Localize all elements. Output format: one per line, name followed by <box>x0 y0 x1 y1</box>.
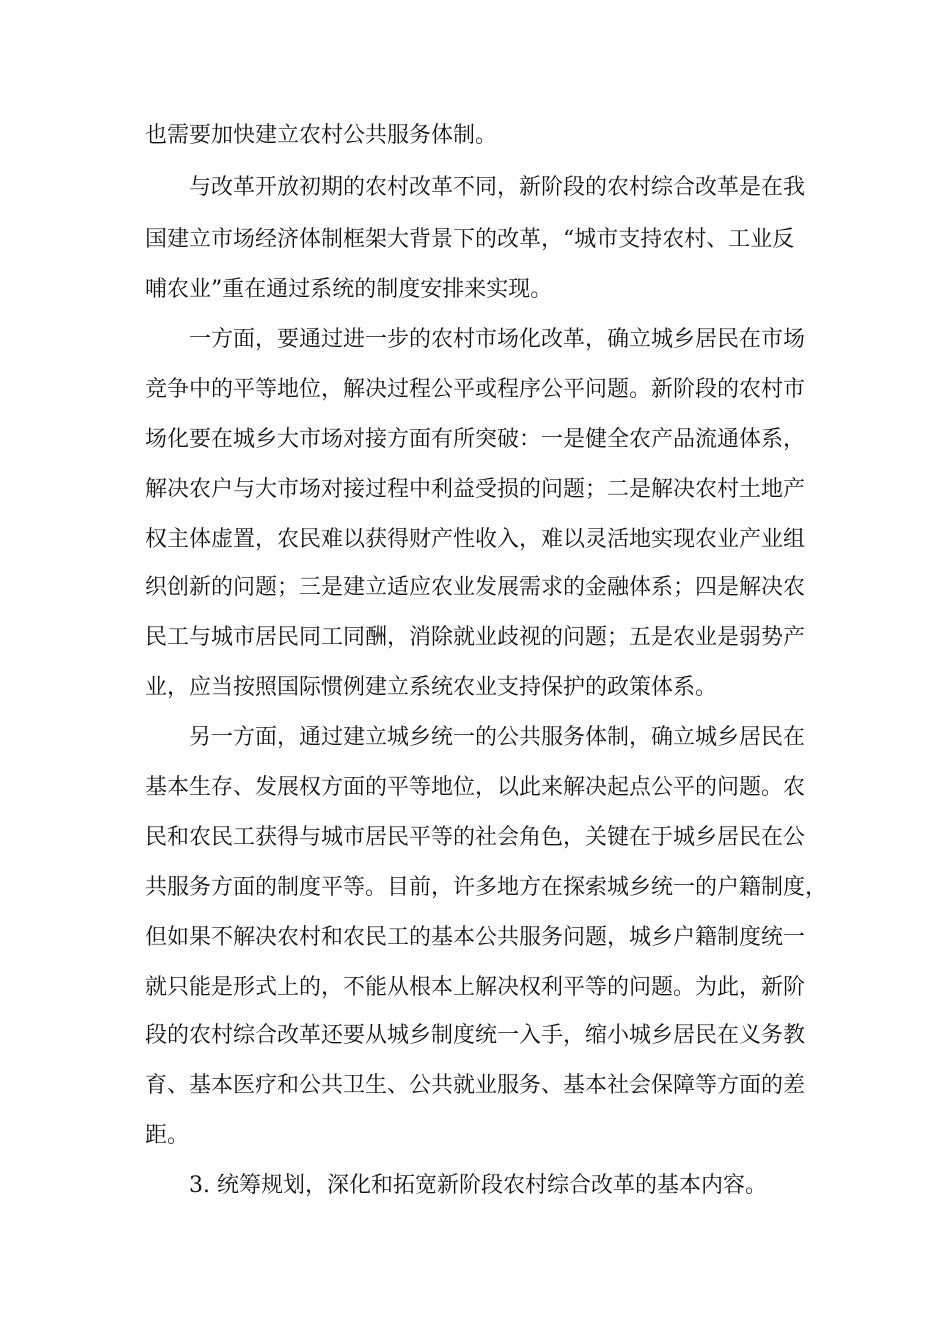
text-line: 育、基本医疗和公共卫生、公共就业服务、基本社会保障等方面的差 <box>145 1073 806 1098</box>
text-line: 民工与城市居民同工同酬，消除就业歧视的问题；五是农业是弱势产 <box>145 625 806 650</box>
text-line: 解决农户与大市场对接过程中利益受损的问题；二是解决农村土地产 <box>145 477 806 502</box>
text-line: 3. 统筹规划，深化和拓宽新阶段农村综合改革的基本内容。 <box>189 1173 767 1198</box>
text-line: 民和农民工获得与城市居民平等的社会角色，关键在于城乡居民在公 <box>145 825 806 850</box>
text-line: 段的农村综合改革还要从城乡制度统一入手，缩小城乡居民在义务教 <box>145 1023 806 1048</box>
text-line: 共服务方面的制度平等。目前，许多地方在探索城乡统一的户籍制度， <box>145 875 828 900</box>
text-line: 织创新的问题；三是建立适应农业发展需求的金融体系；四是解决农 <box>145 575 806 600</box>
text-line: 竞争中的平等地位，解决过程公平或程序公平问题。新阶段的农村市 <box>145 377 806 402</box>
text-line: 距。 <box>145 1123 190 1148</box>
text-line: 国建立市场经济体制框架大背景下的改革，“城市支持农村、工业反 <box>145 227 795 252</box>
text-line: 哺农业”重在通过系统的制度安排来实现。 <box>145 277 553 302</box>
text-line: 但如果不解决农村和农民工的基本公共服务问题，城乡户籍制度统一 <box>145 925 806 950</box>
text-line: 就只能是形式上的，不能从根本上解决权利平等的问题。为此，新阶 <box>145 975 806 1000</box>
text-line: 与改革开放初期的农村改革不同，新阶段的农村综合改革是在我 <box>189 175 806 200</box>
text-line: 权主体虚置，农民难以获得财产性收入，难以灵活地实现农业产业组 <box>145 527 806 552</box>
text-line: 场化要在城乡大市场对接方面有所突破：一是健全农产品流通体系， <box>145 427 806 452</box>
text-line: 基本生存、发展权方面的平等地位，以此来解决起点公平的问题。农 <box>145 775 806 800</box>
text-line: 另一方面，通过建立城乡统一的公共服务体制，确立城乡居民在 <box>189 725 806 750</box>
text-line: 也需要加快建立农村公共服务体制。 <box>145 123 498 148</box>
text-line: 业，应当按照国际惯例建立系统农业支持保护的政策体系。 <box>145 675 718 700</box>
text-line: 一方面，要通过进一步的农村市场化改革，确立城乡居民在市场 <box>189 327 806 352</box>
